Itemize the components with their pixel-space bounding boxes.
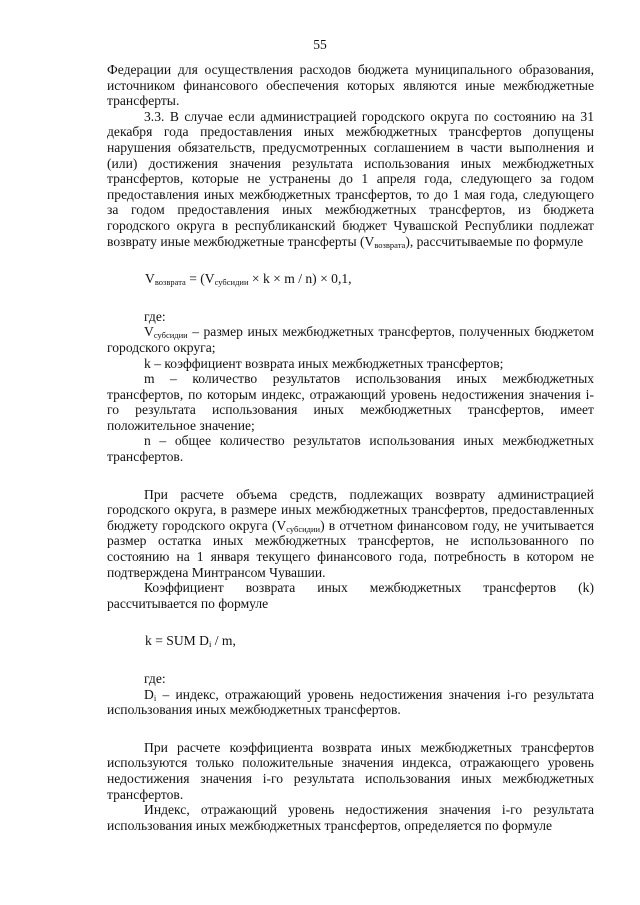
formula-k: k = SUM $D_i$ / m, — [145, 633, 236, 650]
paragraph-coefficient: Коэффициент возврата иных межбюджетных трансфертов (k) рассчитывается по формуле — [107, 580, 594, 611]
paragraph-index: Индекс, отражающий уровень недостижения значения i-го результата использования иных межбюджетных трансфертов, определяется по формуле — [107, 802, 594, 833]
where-label-2: где: — [144, 671, 166, 686]
paragraph-calculation: При расчете объема средств, подлежащих возврату администрацией городского округа, в размере иных межбюджетных трансфертов, предоставленных бюджету городского округа $(V_{субсидии})$ в отчетном финансовом году, не учитывается размер остатка иных межбюджетных трансфертов, не использованного по состоянию на 1 января текущего финансового года, потребность в котором не подтверждена Минтрансом Чувашии. — [107, 486, 594, 580]
paragraph-continuation: Федерации для осуществления расходов бюджета муниципального образования, источником финансового обеспечения которых являются иные межбюджетные трансферты. — [107, 62, 594, 109]
definition-m: m – количество результатов использования иных межбюджетных трансфертов, по которым индекс, отражающий уровень недостижения значения i-го результата использования иных межбюджетных трансфертов, имеет положительное значение; — [107, 371, 594, 433]
definition-d: $D_i$ – индекс, отражающий уровень недостижения значения i-го результата использования иных межбюджетных трансфертов. — [107, 686, 594, 718]
definition-k: k – коэффициент возврата иных межбюджетных трансфертов; — [144, 355, 504, 371]
paragraph-3-3: 3.3. В случае если администрацией городского округа по состоянию на 31 декабря года предоставления иных межбюджетных трансфертов допущены нарушения обязательств, предусмотренных соглашением в части выполнения и (или) достижения значения результата использования иных межбюджетных трансфертов, которые не устранены до 1 апреля года, следующего за годом предоставления иных межбюджетных трансфертов, то до 1 мая года, следующего за годом предоставления иных межбюджетных трансфертов, из бюджета городского округа в республиканский бюджет Чувашской Республики подлежат возврату иные межбюджетные трансферты $(V_{возврата})$, рассчитываемые по формуле — [107, 108, 594, 250]
where-label-1: где: — [144, 308, 166, 324]
definition-n: n – общее количество результатов использования иных межбюджетных трансфертов. — [107, 433, 594, 465]
paragraph-positive-values: При расчете коэффициента возврата иных межбюджетных трансфертов используются только положительные значения индекса, отражающего уровень недостижения значения i-го результата использования иных межбюджетных трансфертов. — [107, 739, 594, 802]
document-body — [107, 62, 594, 833]
definition-v-subsidy: $V_{субсидии}$ – размер иных межбюджетных трансфертов, полученных бюджетом городского округа; — [107, 324, 594, 355]
page-number: 55 — [313, 37, 327, 52]
formula-v-return: $V_{возврата} = (V_{субсидии} \times k \times m / n) \times 0,1$, — [145, 271, 352, 288]
